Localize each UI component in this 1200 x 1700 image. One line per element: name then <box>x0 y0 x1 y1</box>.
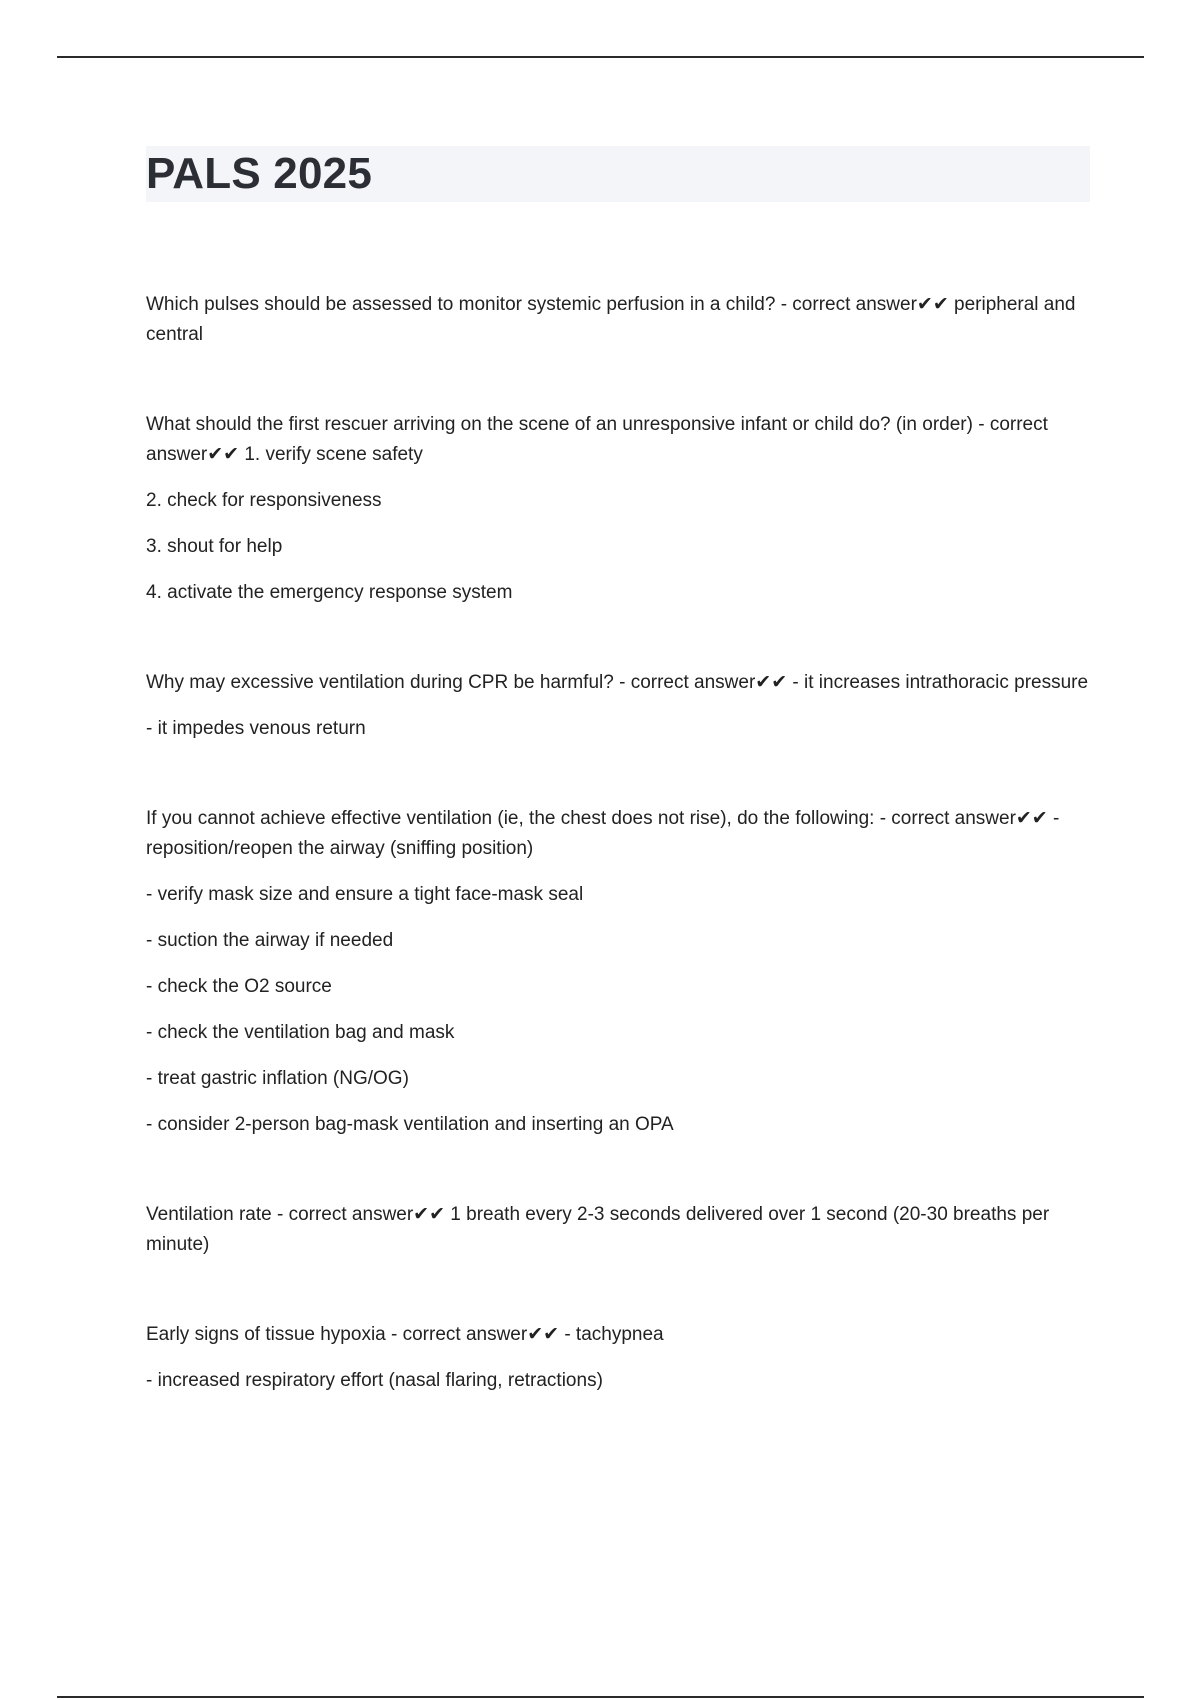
qa-entry-6 <box>146 1320 1090 1396</box>
qa-text: 3. shout for help <box>146 536 283 557</box>
qa-text: Which pulses should be assessed to monitor systemic perfusion in a child? - correct answer✔✔ peripheral and central <box>146 294 1076 345</box>
title-bar <box>146 146 1090 202</box>
qa-entry-2 <box>146 410 1090 608</box>
qa-text: Early signs of tissue hypoxia - correct answer✔✔ - tachypnea <box>146 1324 664 1345</box>
qa-text: Why may excessive ventilation during CPR be harmful? - correct answer✔✔ - it increases intrathoracic pressure <box>146 672 1089 693</box>
document-body <box>146 146 1090 1456</box>
qa-text: Ventilation rate - correct answer✔✔ 1 breath every 2-3 seconds delivered over 1 second (20-30 breaths per minute) <box>146 1204 1050 1255</box>
qa-text: 2. check for responsiveness <box>146 490 382 511</box>
qa-text: - check the ventilation bag and mask <box>146 1022 455 1043</box>
top-rule <box>57 56 1144 58</box>
bottom-rule <box>57 1696 1144 1698</box>
qa-text: - verify mask size and ensure a tight face-mask seal <box>146 884 584 905</box>
page-title: PALS 2025 <box>146 149 372 198</box>
qa-text: - suction the airway if needed <box>146 930 394 951</box>
qa-text: - consider 2-person bag-mask ventilation and inserting an OPA <box>146 1114 674 1135</box>
qa-entry-3 <box>146 668 1090 744</box>
qa-text: - treat gastric inflation (NG/OG) <box>146 1068 409 1089</box>
qa-entry-1 <box>146 290 1090 350</box>
qa-entry-4 <box>146 804 1090 1140</box>
qa-text: If you cannot achieve effective ventilation (ie, the chest does not rise), do the following: - correct answer✔✔ - reposition/reopen the airway (sniffing position) <box>146 808 1060 859</box>
qa-text: What should the first rescuer arriving on the scene of an unresponsive infant or child do? (in order) - correct answer✔✔ 1. verify scene safety <box>146 414 1048 465</box>
qa-text: - check the O2 source <box>146 976 332 997</box>
qa-text: 4. activate the emergency response system <box>146 582 513 603</box>
qa-text: - it impedes venous return <box>146 718 366 739</box>
qa-entry-5 <box>146 1200 1090 1260</box>
qa-text: - increased respiratory effort (nasal flaring, retractions) <box>146 1370 603 1391</box>
